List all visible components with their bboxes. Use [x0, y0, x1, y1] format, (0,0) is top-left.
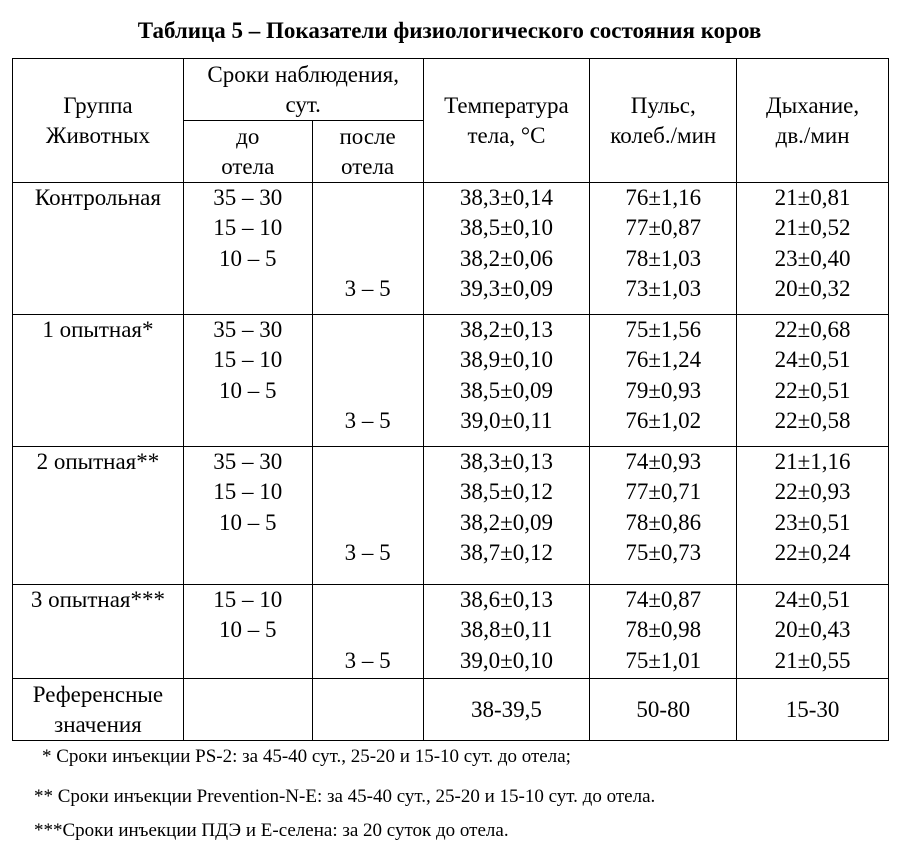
- group-name: 3 опытная***: [13, 585, 184, 679]
- after-cell: 3 – 5: [312, 585, 423, 679]
- before-cell: 15 – 10 10 – 5: [183, 585, 312, 679]
- after-cell: 3 – 5: [312, 315, 423, 447]
- table-row: [13, 183, 889, 315]
- header-before: до отела: [183, 121, 312, 183]
- group-name: 1 опытная*: [13, 315, 184, 447]
- reference-breath: 15-30: [737, 679, 889, 741]
- before-cell: 35 – 30 15 – 10 10 – 5: [183, 447, 312, 585]
- before-cell: 35 – 30 15 – 10 10 – 5: [183, 183, 312, 315]
- pulse-cell: 76±1,16 77±0,87 78±1,03 73±1,03: [590, 183, 737, 315]
- breath-cell: 21±1,16 22±0,93 23±0,51 22±0,24: [737, 447, 889, 585]
- pulse-cell: 75±1,56 76±1,24 79±0,93 76±1,02: [590, 315, 737, 447]
- table-title: Таблица 5 – Показатели физиологического состояния коров: [137, 18, 762, 43]
- reference-label: Референсные значения: [13, 679, 184, 741]
- header-period: Сроки наблюдения, сут.: [183, 59, 423, 121]
- table-row: [13, 315, 889, 447]
- after-cell: 3 – 5: [312, 183, 423, 315]
- breath-cell: 22±0,68 24±0,51 22±0,51 22±0,58: [737, 315, 889, 447]
- temp-cell: 38,2±0,13 38,9±0,10 38,5±0,09 39,0±0,11: [423, 315, 590, 447]
- temp-cell: 38,6±0,13 38,8±0,11 39,0±0,10: [423, 585, 590, 679]
- header-after: после отела: [312, 121, 423, 183]
- footnote-1: * Сроки инъекции PS-2: за 45-40 сут., 25-20 и 15-10 сут. до отела;: [42, 746, 571, 767]
- table-row: [13, 447, 889, 585]
- header-pulse: Пульс, колеб./мин: [590, 59, 737, 183]
- breath-cell: 21±0,81 21±0,52 23±0,40 20±0,32: [737, 183, 889, 315]
- footnote-3: ***Сроки инъекции ПДЭ и Е-селена: за 20 суток до отела.: [34, 820, 509, 841]
- header-breath: Дыхание, дв./мин: [737, 59, 889, 183]
- table-row: [13, 585, 889, 679]
- temp-cell: 38,3±0,13 38,5±0,12 38,2±0,09 38,7±0,12: [423, 447, 590, 585]
- physiology-table: [12, 58, 889, 741]
- reference-row: [13, 679, 889, 741]
- temp-cell: 38,3±0,14 38,5±0,10 38,2±0,06 39,3±0,09: [423, 183, 590, 315]
- group-name: Контрольная: [13, 183, 184, 315]
- after-cell: 3 – 5: [312, 447, 423, 585]
- empty-cell: [183, 679, 312, 741]
- reference-pulse: 50-80: [590, 679, 737, 741]
- before-cell: 35 – 30 15 – 10 10 – 5: [183, 315, 312, 447]
- pulse-cell: 74±0,87 78±0,98 75±1,01: [590, 585, 737, 679]
- group-name: 2 опытная**: [13, 447, 184, 585]
- reference-temp: 38-39,5: [423, 679, 590, 741]
- pulse-cell: 74±0,93 77±0,71 78±0,86 75±0,73: [590, 447, 737, 585]
- header-group: Группа Животных: [13, 59, 184, 183]
- breath-cell: 24±0,51 20±0,43 21±0,55: [737, 585, 889, 679]
- header-temperature: Температура тела, °С: [423, 59, 590, 183]
- empty-cell: [312, 679, 423, 741]
- footnote-2: ** Сроки инъекции Prevention-N-E: за 45-40 сут., 25-20 и 15-10 сут. до отела.: [34, 786, 656, 807]
